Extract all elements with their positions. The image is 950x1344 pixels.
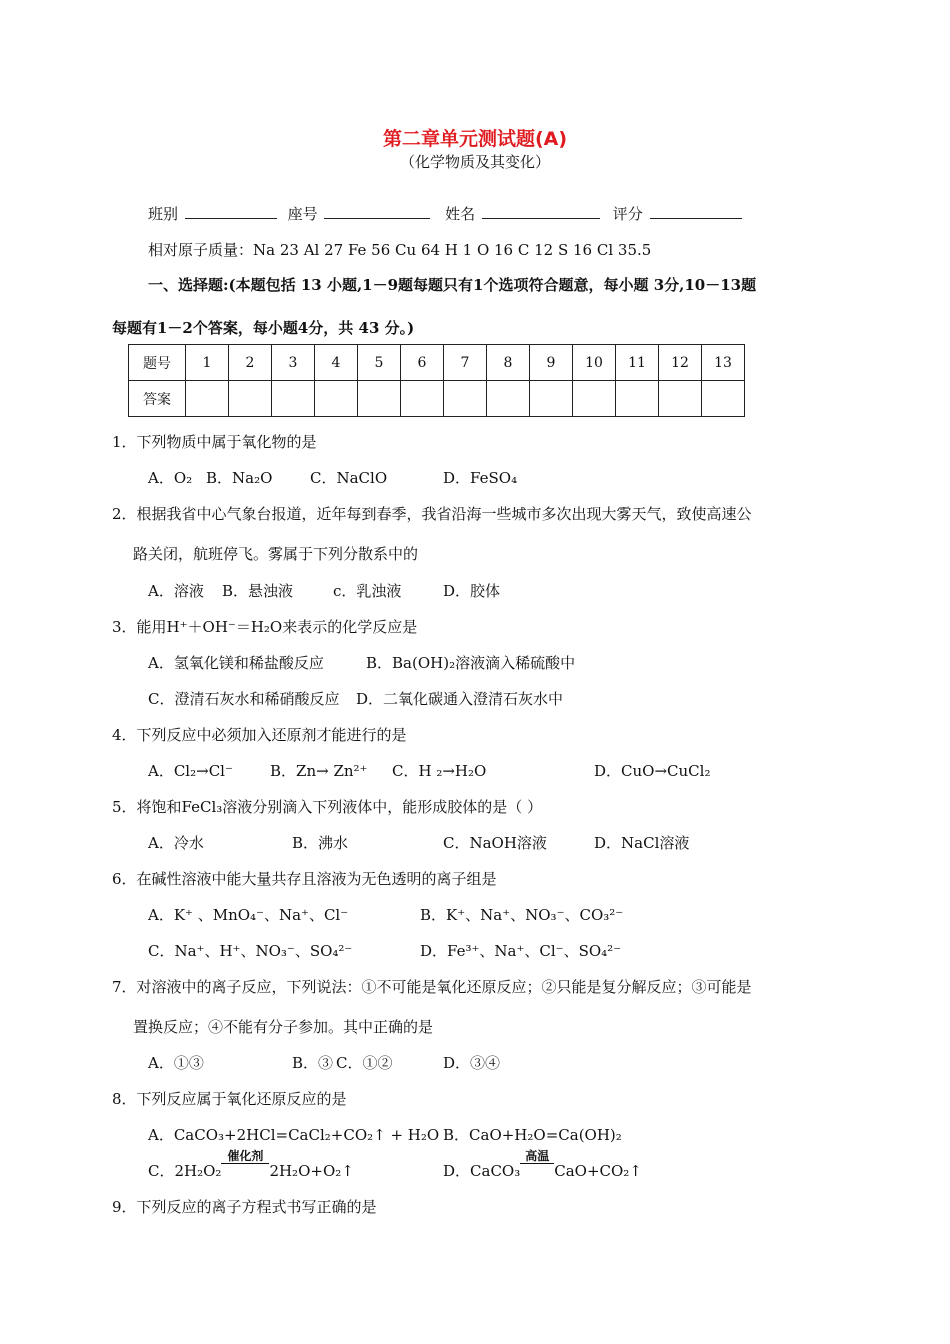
table-header-cell: 答案	[129, 381, 186, 417]
question-number-cell: 9	[530, 345, 573, 381]
answer-cell[interactable]	[229, 381, 272, 417]
question-number-cell: 2	[229, 345, 272, 381]
seat-field[interactable]	[324, 203, 430, 219]
option-7a: A．①③	[148, 1054, 204, 1072]
reaction-condition: 催化剂	[221, 1149, 269, 1164]
question-number-cell: 5	[358, 345, 401, 381]
option-3b: B．Ba(OH)₂溶液滴入稀硫酸中	[366, 654, 576, 672]
class-label: 班别	[148, 205, 179, 223]
score-field[interactable]	[650, 203, 742, 219]
option-6c: C．Na⁺、H⁺、NO₃⁻、SO₄²⁻	[148, 942, 353, 960]
question-3: 3．能用H⁺＋OH⁻＝H₂O来表示的化学反应是	[112, 618, 418, 636]
question-2-line1: 2．根据我省中心气象台报道，近年每到春季，我省沿海一些城市多次出现大雾天气，致使高速公	[112, 505, 752, 523]
score-label: 评分	[612, 205, 643, 223]
question-number-cell: 7	[444, 345, 487, 381]
question-8: 8．下列反应属于氧化还原反应的是	[112, 1090, 347, 1108]
option-6b: B．K⁺、Na⁺、NO₃⁻、CO₃²⁻	[420, 906, 624, 924]
answer-table	[128, 344, 745, 417]
question-number-cell: 11	[616, 345, 659, 381]
option-8c-product: 2H₂O+O₂↑	[269, 1162, 354, 1180]
question-9: 9．下列反应的离子方程式书写正确的是	[112, 1198, 377, 1216]
answer-cell[interactable]	[315, 381, 358, 417]
answer-cell[interactable]	[487, 381, 530, 417]
answer-cell[interactable]	[616, 381, 659, 417]
option-1c: C．NaClO	[310, 469, 388, 487]
question-5: 5．将饱和FeCl₃溶液分别滴入下列液体中，能形成胶体的是（ ）	[112, 798, 543, 816]
option-4c: C．H ₂→H₂O	[392, 762, 487, 780]
question-number-cell: 8	[487, 345, 530, 381]
question-number-cell: 13	[702, 345, 745, 381]
question-7-line1: 7．对溶液中的离子反应，下列说法：①不可能是氧化还原反应；②只能是复分解反应；③可能是	[112, 978, 752, 996]
question-number-cell: 10	[573, 345, 616, 381]
seat-label: 座号	[287, 205, 318, 223]
question-number-cell: 12	[659, 345, 702, 381]
question-1: 1．下列物质中属于氧化物的是	[112, 433, 317, 451]
answer-cell[interactable]	[444, 381, 487, 417]
option-5c: C．NaOH溶液	[443, 834, 547, 852]
table-row	[129, 345, 745, 381]
option-8c-reactant: C．2H₂O₂	[148, 1162, 222, 1180]
option-8a: A．CaCO₃+2HCl=CaCl₂+CO₂↑ + H₂O	[148, 1126, 440, 1144]
question-4: 4．下列反应中必须加入还原剂才能进行的是	[112, 726, 407, 744]
option-7c: C．①②	[336, 1054, 393, 1072]
option-3c: C．澄清石灰水和稀硝酸反应	[148, 690, 340, 708]
question-number-cell: 1	[186, 345, 229, 381]
option-7b: B．③	[292, 1054, 334, 1072]
option-8d	[443, 1149, 642, 1181]
reaction-arrow	[221, 1149, 269, 1180]
table-header-cell: 题号	[129, 345, 186, 381]
option-8d-product: CaO+CO₂↑	[554, 1162, 642, 1180]
option-2b: B．悬浊液	[222, 582, 294, 600]
option-1a: A．O₂	[148, 469, 193, 487]
option-2a: A．溶液	[148, 582, 204, 600]
answer-cell[interactable]	[186, 381, 229, 417]
option-2d: D．胶体	[443, 582, 501, 600]
answer-cell[interactable]	[358, 381, 401, 417]
option-1b: B．Na₂O	[206, 469, 273, 487]
page-subtitle: （化学物质及其变化）	[399, 153, 550, 171]
student-info-line	[148, 203, 744, 224]
section1-heading-line1: 一、选择题:(本题包括 13 小题,1－9题每题只有1个选项符合题意，每小题 3分,10－13题	[148, 276, 757, 294]
class-field[interactable]	[185, 203, 277, 219]
answer-cell[interactable]	[530, 381, 573, 417]
answer-cell[interactable]	[401, 381, 444, 417]
name-label: 姓名	[445, 205, 476, 223]
option-6a: A．K⁺ 、MnO₄⁻、Na⁺、Cl⁻	[148, 906, 349, 924]
question-number-cell: 3	[272, 345, 315, 381]
atomic-mass-line: 相对原子质量：Na 23 Al 27 Fe 56 Cu 64 H 1 O 16 C 12 S 16 Cl 35.5	[148, 241, 652, 259]
name-field[interactable]	[482, 203, 600, 219]
option-5d: D．NaCl溶液	[594, 834, 690, 852]
answer-cell[interactable]	[272, 381, 315, 417]
option-1d: D．FeSO₄	[443, 469, 518, 487]
option-4d: D．CuO→CuCl₂	[594, 762, 711, 780]
section1-heading-line2: 每题有1－2个答案，每小题4分，共 43 分。)	[112, 319, 415, 337]
table-row	[129, 381, 745, 417]
question-2-line2: 路关闭，航班停飞。雾属于下列分散系中的	[133, 545, 419, 563]
answer-cell[interactable]	[659, 381, 702, 417]
question-number-cell: 4	[315, 345, 358, 381]
question-number-cell: 6	[401, 345, 444, 381]
answer-cell[interactable]	[702, 381, 745, 417]
option-3d: D．二氧化碳通入澄清石灰水中	[356, 690, 564, 708]
option-3a: A．氢氧化镁和稀盐酸反应	[148, 654, 324, 672]
option-8b: B．CaO+H₂O=Ca(OH)₂	[443, 1126, 622, 1144]
reaction-condition: 高温	[520, 1149, 554, 1164]
question-7-line2: 置换反应；④不能有分子参加。其中正确的是	[133, 1018, 434, 1036]
question-6: 6．在碱性溶液中能大量共存且溶液为无色透明的离子组是	[112, 870, 497, 888]
option-8c	[148, 1149, 354, 1181]
reaction-arrow	[520, 1149, 554, 1180]
page-title: 第二章单元测试题(A)	[382, 128, 568, 150]
option-5a: A．冷水	[148, 834, 204, 852]
option-4b: B．Zn→ Zn²⁺	[270, 762, 368, 780]
option-4a: A．Cl₂→Cl⁻	[148, 762, 233, 780]
option-2c: c．乳浊液	[333, 582, 402, 600]
answer-cell[interactable]	[573, 381, 616, 417]
option-8d-reactant: D．CaCO₃	[443, 1162, 521, 1180]
option-6d: D．Fe³⁺、Na⁺、Cl⁻、SO₄²⁻	[420, 942, 622, 960]
option-5b: B．沸水	[292, 834, 349, 852]
option-7d: D．③④	[443, 1054, 501, 1072]
